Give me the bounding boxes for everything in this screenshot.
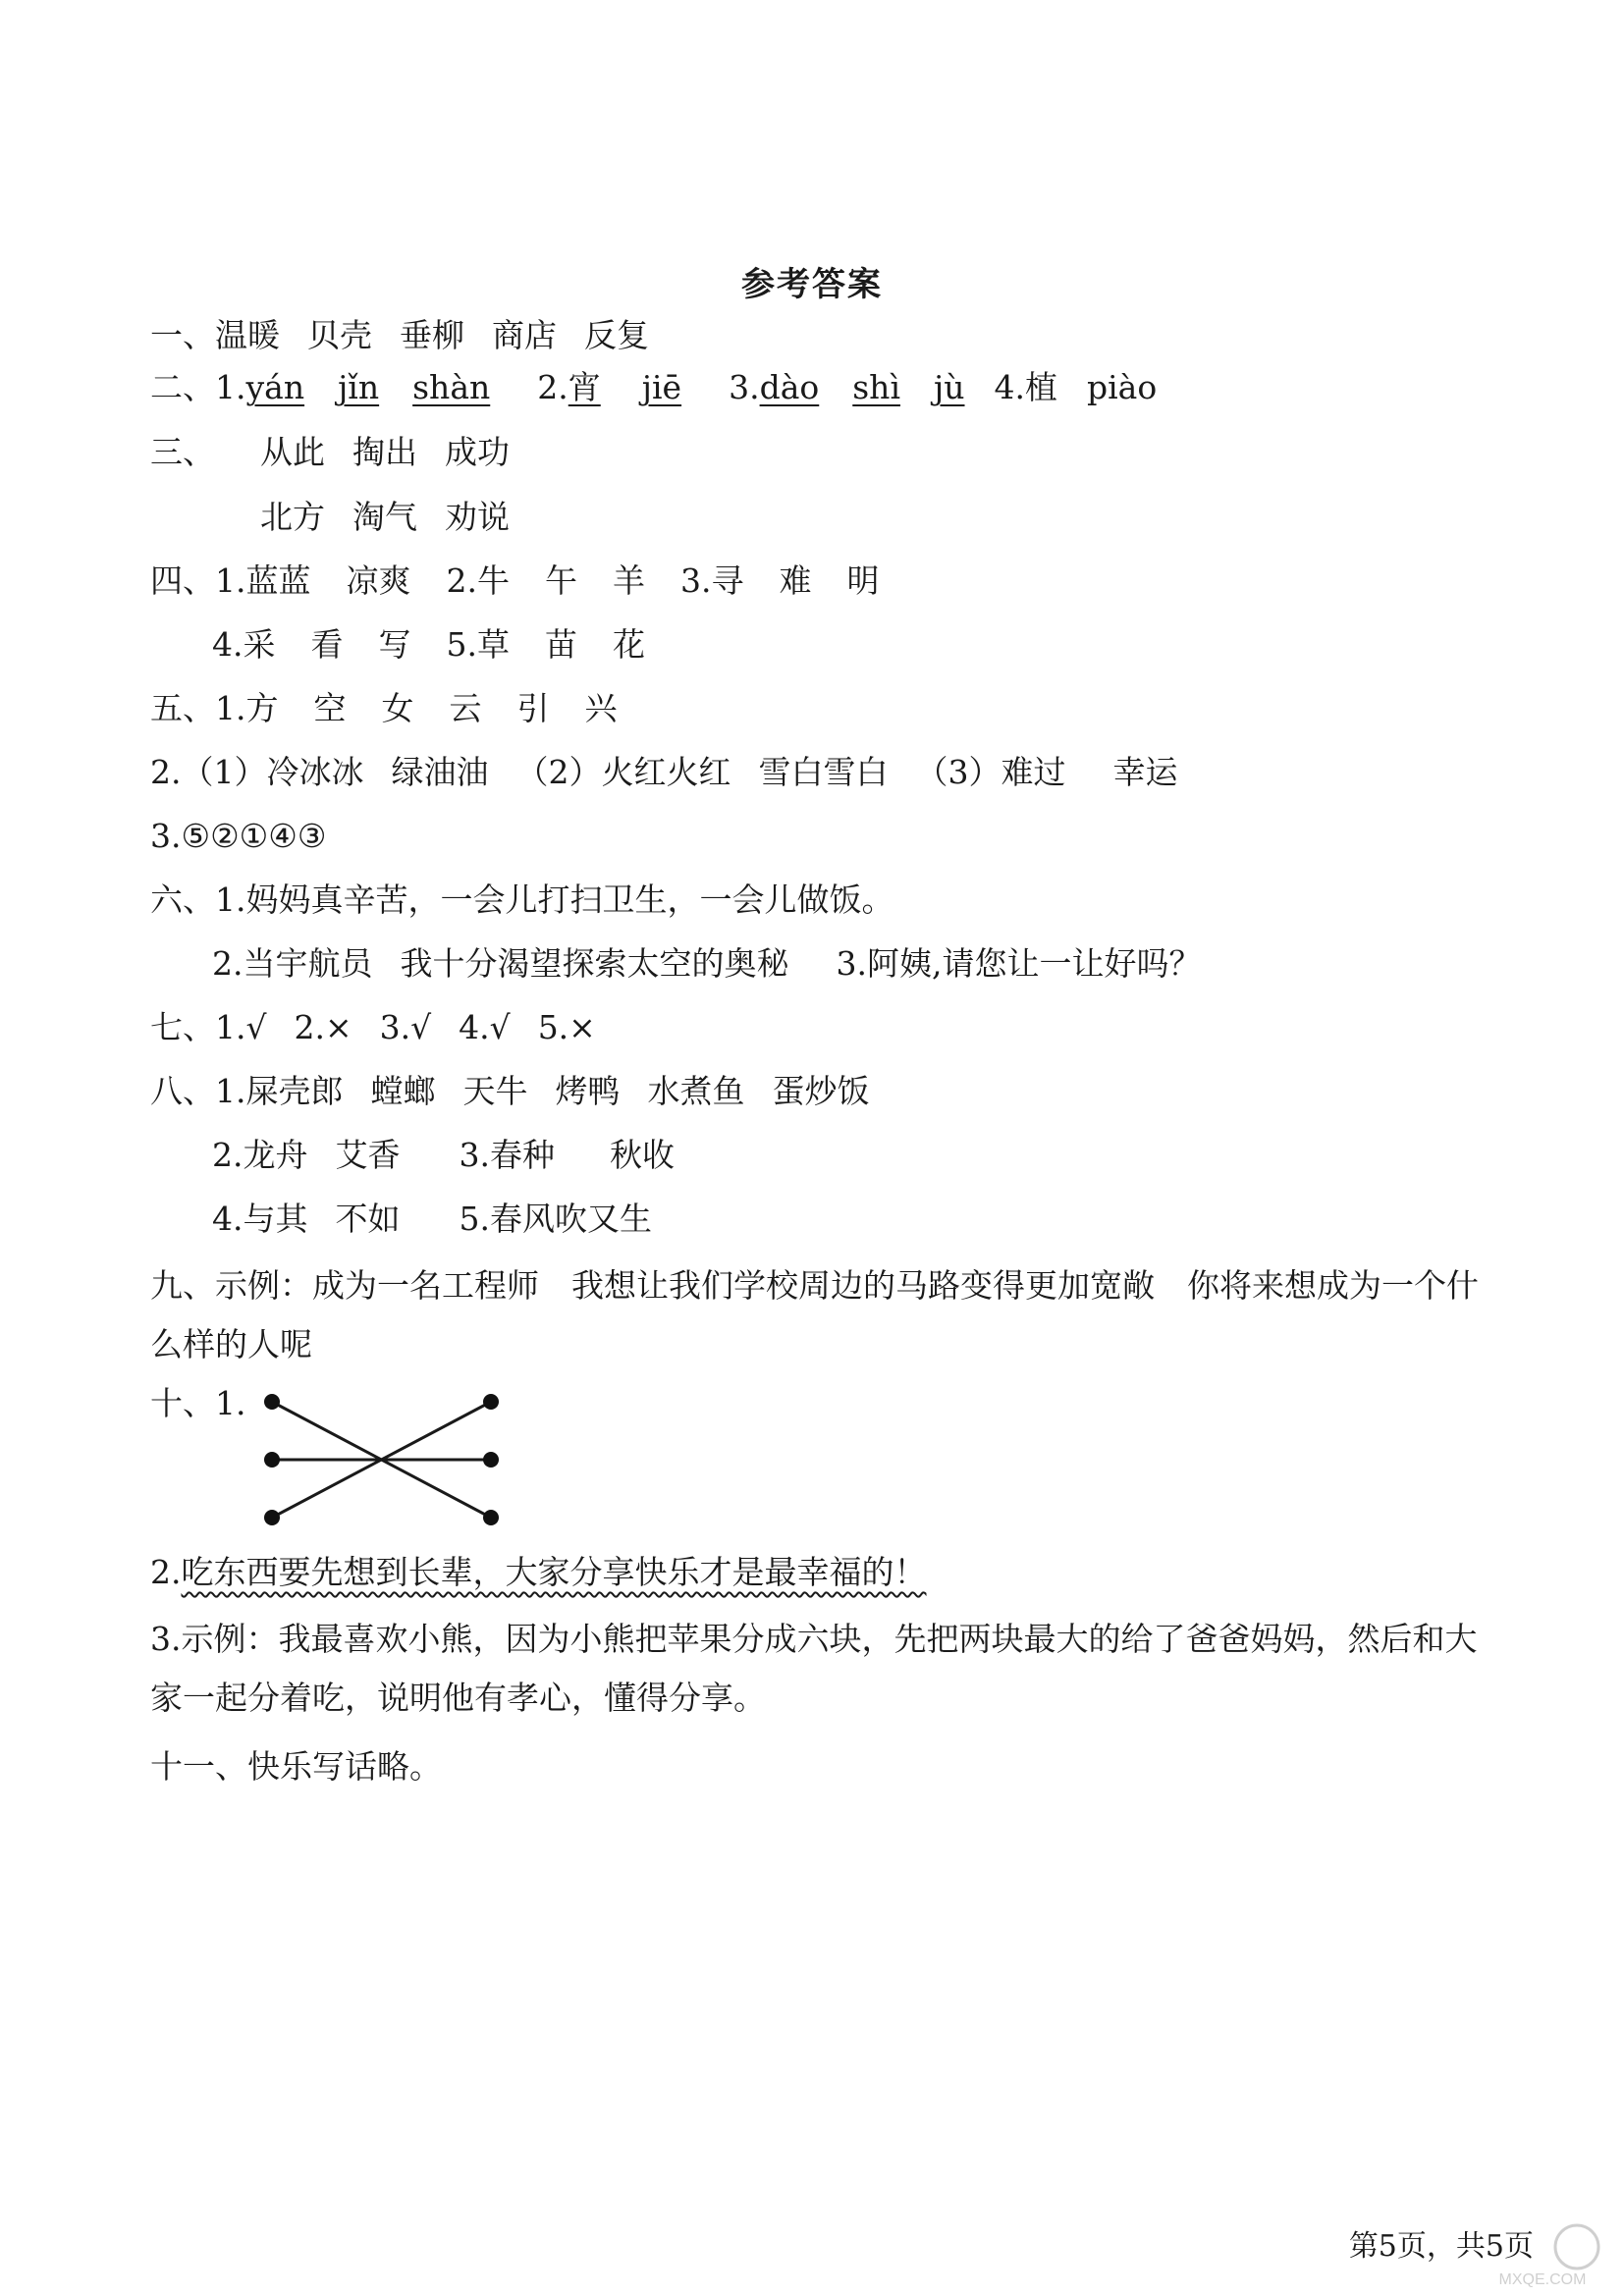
svg-text:MXQE.COM: MXQE.COM [1498, 2271, 1587, 2288]
q-number: 4.植 [994, 368, 1057, 406]
answer-word: 雪白雪白 [758, 753, 889, 791]
section-1-number: 一、 [150, 316, 215, 354]
section-5-number: 五、 [150, 689, 215, 727]
judge-answer: 5.× [537, 1008, 596, 1046]
match-dot [264, 1394, 280, 1410]
section-3-row-1 [260, 433, 537, 472]
section-9: 九、示例：成为一名工程师 我想让我们学校周边的马路变得更加宽敞 你将来想成为一个什么样的人呢 [150, 1266, 1479, 1363]
section-8-row-2 [212, 1136, 710, 1175]
answer-word: 掏出 [352, 433, 417, 471]
pinyin-answer: jiē [641, 368, 682, 406]
answer-word: 写 [378, 625, 411, 664]
section-7-number: 七、 [150, 1008, 215, 1046]
answer-word: 难 [779, 561, 812, 600]
answer-phrase: 我十分渴望探索太空的奥秘 [400, 944, 789, 983]
answer-word: 5.春风吹又生 [459, 1200, 652, 1238]
answer-word: 秋收 [610, 1136, 675, 1174]
answer-sentence: 1.妈妈真辛苦，一会儿打扫卫生，一会儿做饭。 [215, 881, 894, 919]
answer-word: 贝壳 [307, 316, 372, 354]
answer-word: 艾香 [335, 1136, 401, 1174]
answer-word: 绿油油 [391, 753, 489, 791]
section-6-number: 六、 [150, 881, 215, 919]
answer-word: 淘气 [352, 498, 417, 536]
section-4-number: 四、 [150, 561, 215, 600]
match-dot [264, 1452, 280, 1468]
judge-answer: 3.√ [379, 1008, 432, 1046]
match-dot [483, 1394, 499, 1410]
answer-word: 云 [449, 689, 482, 727]
section-5-row-1 [150, 689, 653, 728]
section-8-row-1 [150, 1072, 897, 1111]
answer-word: （3）难过 [915, 753, 1066, 791]
section-7 [150, 1008, 623, 1047]
judge-answer: 1.√ [215, 1008, 267, 1046]
answer-phrase: 3.阿姨,请您让一让好吗？ [836, 944, 1202, 983]
pinyin-answer: dào [759, 368, 820, 406]
answer-word: 花 [613, 625, 645, 664]
answer-word: 4.采 [212, 625, 276, 664]
answer-word: 温暖 [215, 316, 280, 354]
pinyin-answer: jù [934, 368, 965, 406]
section-4-row-2 [212, 625, 680, 665]
section-10-number: 十、1. [150, 1384, 246, 1422]
answer-word: 商店 [492, 316, 557, 354]
answer-word: 苗 [545, 625, 577, 664]
q-number: 2. [537, 368, 568, 406]
answer-word: 3.春种 [459, 1136, 555, 1174]
q-number: 3. [729, 368, 760, 406]
answer-word: 1.屎壳郎 [215, 1072, 344, 1110]
answer-word: 2.龙舟 [212, 1136, 308, 1174]
judge-answer: 2.× [294, 1008, 352, 1046]
answer-word: 垂柳 [400, 316, 464, 354]
pinyin-answer: yán [245, 368, 305, 406]
answer-word: 看 [310, 625, 344, 664]
section-5-row-3: 3.⑤②①④③ [150, 817, 327, 855]
answer-phrase: 2.当宇航员 [212, 944, 373, 983]
section-10-row-2 [150, 1553, 927, 1592]
answer-word: 1.蓝蓝 [215, 561, 311, 600]
char-answer: 宵 [568, 368, 601, 406]
section-2-number: 二、 [150, 368, 215, 406]
pinyin-answer: jǐn [338, 368, 380, 406]
answer-word: 2.牛 [446, 561, 510, 600]
pinyin-answer: shì [852, 368, 900, 406]
answer-word: 劝说 [445, 498, 510, 536]
section-2 [150, 368, 1157, 407]
answer-word: 凉爽 [346, 561, 411, 600]
answer-word: 3.寻 [680, 561, 744, 600]
answer-word: 不如 [335, 1200, 401, 1238]
page-footer: 第5页，共5页 [1348, 2229, 1534, 2264]
answer-word: 明 [846, 561, 880, 600]
answer-word: 成功 [445, 433, 510, 471]
answer-sentence: 吃东西要先想到长辈，大家分享快乐才是最幸福的！ [181, 1553, 927, 1591]
answer-word: 蛋炒饭 [772, 1072, 870, 1110]
watermark-logo [1469, 2219, 1616, 2288]
section-8-number: 八、 [150, 1072, 215, 1110]
answer-word: 1.方 [215, 689, 279, 727]
section-1 [150, 316, 677, 355]
judge-answer: 4.√ [459, 1008, 511, 1046]
answer-word: 女 [381, 689, 414, 727]
answer-word: 兴 [584, 689, 618, 727]
section-6-row-1 [150, 881, 894, 920]
section-4-row-1 [150, 561, 915, 601]
answer-word: 2.（1）冷冰冰 [150, 753, 364, 791]
matching-lines-diagram [260, 1390, 506, 1527]
q-number: 1. [215, 368, 246, 406]
answer-word: 午 [545, 561, 577, 600]
section-6-row-2 [212, 944, 1201, 984]
match-dot [483, 1452, 499, 1468]
section-11: 十一、快乐写话略。 [150, 1747, 442, 1786]
answer-word: 羊 [613, 561, 645, 600]
answer-word: 烤鸭 [555, 1072, 621, 1110]
answer-word: 天牛 [462, 1072, 528, 1110]
section-5-row-2 [150, 753, 1213, 792]
answer-word: 螳螂 [370, 1072, 436, 1110]
answer-word: 从此 [260, 433, 325, 471]
page-title: 参考答案 [741, 265, 883, 304]
section-3-number: 三、 [150, 433, 215, 471]
match-dot [264, 1510, 280, 1525]
section-3-row-2 [260, 498, 537, 537]
answer-word: 空 [313, 689, 347, 727]
answer-word: 反复 [584, 316, 649, 354]
answer-word: 引 [516, 689, 550, 727]
q-number: 2. [150, 1553, 182, 1591]
pinyin-answer: piào [1087, 368, 1158, 406]
answer-word: （2）火红火红 [515, 753, 731, 791]
answer-word: 水煮鱼 [647, 1072, 745, 1110]
pinyin-answer: shàn [412, 368, 491, 406]
answer-word: 幸运 [1112, 753, 1178, 791]
section-8-row-3 [212, 1200, 687, 1239]
section-10-row-3: 3.示例：我最喜欢小熊，因为小熊把苹果分成六块，先把两块最大的给了爸爸妈妈，然后和大家一起分着吃，说明他有孝心，懂得分享。 [150, 1620, 1478, 1717]
answer-word: 4.与其 [212, 1200, 308, 1238]
match-dot [483, 1510, 499, 1525]
answer-word: 北方 [260, 498, 325, 536]
answer-word: 5.草 [446, 625, 510, 664]
